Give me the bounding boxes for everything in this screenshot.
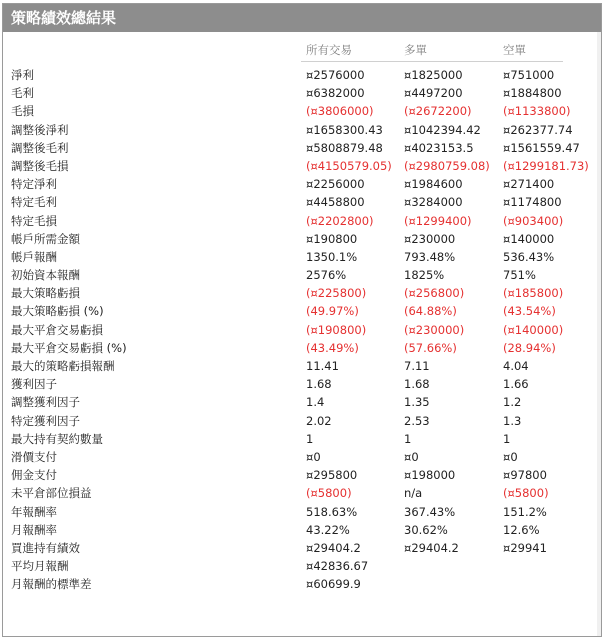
metric-label: 最大持有契約數量: [11, 431, 103, 446]
value-short: ¤1174800: [503, 195, 562, 210]
header-long: 多單: [404, 43, 427, 57]
value-short: (43.54%): [503, 304, 556, 319]
value-all-trades: ¤295800: [306, 468, 358, 483]
metric-label: 帳戶所需金額: [11, 231, 80, 246]
value-short: ¤97800: [503, 468, 547, 483]
metric-label: 獲利因子: [11, 377, 57, 392]
value-long: (57.66%): [404, 340, 457, 355]
table-row: [3, 466, 599, 484]
value-long: ¤0: [404, 449, 419, 464]
metric-label: 帳戶報酬: [11, 249, 57, 264]
value-long: 1: [404, 431, 412, 446]
value-short: ¤29941: [503, 540, 547, 555]
table-row: [3, 412, 599, 430]
value-long: 793.48%: [404, 249, 456, 264]
value-short: ¤0: [503, 449, 518, 464]
value-all-trades: (49.97%): [306, 304, 359, 319]
value-short: 12.6%: [503, 522, 540, 537]
value-all-trades: 43.22%: [306, 522, 350, 537]
scrollbar-track[interactable]: [597, 32, 601, 636]
panel-title: 策略績效總結果: [3, 4, 601, 32]
value-long: 30.62%: [404, 522, 448, 537]
value-short: ¤751000: [503, 68, 555, 82]
table-row: [3, 139, 599, 157]
value-short: 151.2%: [503, 504, 547, 519]
metric-label: 毛損: [11, 104, 34, 119]
metric-label: 月報酬率: [11, 522, 57, 537]
metric-label: 調整後淨利: [11, 122, 69, 137]
value-all-trades: ¤0: [306, 449, 321, 464]
metric-label: 佣金支付: [11, 468, 57, 483]
value-all-trades: ¤29404.2: [306, 540, 361, 555]
value-long: 1825%: [404, 268, 445, 283]
value-short: 1.66: [503, 377, 529, 392]
table-row: [3, 193, 599, 211]
value-all-trades: 1.4: [306, 395, 325, 410]
value-long: 1.68: [404, 377, 430, 392]
metric-label: 調整後毛損: [11, 158, 69, 173]
table-row: [3, 357, 599, 375]
metric-label: 最大策略虧損 (%): [11, 304, 104, 319]
value-long: (64.88%): [404, 304, 457, 319]
value-all-trades: 1: [306, 431, 314, 446]
value-all-trades: (¤5800): [306, 486, 352, 501]
value-long: ¤198000: [404, 468, 456, 483]
value-all-trades: 1350.1%: [306, 249, 358, 264]
value-long: (¤256800): [404, 286, 465, 301]
value-long: n/a: [404, 486, 423, 501]
header-divider: [301, 61, 563, 62]
header-short: 空單: [503, 43, 526, 57]
value-all-trades: ¤2576000: [306, 68, 365, 82]
value-all-trades: ¤6382000: [306, 86, 365, 101]
metric-label: 毛利: [11, 86, 34, 101]
metric-label: 調整獲利因子: [11, 395, 80, 410]
table-row: [3, 212, 599, 230]
value-long: ¤230000: [404, 231, 456, 246]
table-row: [3, 521, 599, 539]
value-long: 2.53: [404, 413, 430, 428]
value-long: 7.11: [404, 359, 430, 373]
value-short: ¤271400: [503, 177, 555, 192]
value-long: (¤1299400): [404, 213, 472, 228]
metric-label: 未平倉部位損益: [11, 486, 92, 501]
value-short: (¤903400): [503, 213, 564, 228]
table-row: [3, 503, 599, 521]
value-short: ¤262377.74: [503, 122, 573, 137]
value-long: ¤1825000: [404, 68, 463, 82]
table-row: [3, 302, 599, 320]
value-all-trades: 11.41: [306, 359, 339, 373]
metric-label: 年報酬率: [11, 504, 57, 519]
metrics-table: [3, 66, 599, 593]
performance-summary-panel: [2, 3, 602, 637]
value-long: (¤230000): [404, 322, 465, 337]
table-row: [3, 430, 599, 448]
value-all-trades: ¤2256000: [306, 177, 365, 192]
value-all-trades: 2.02: [306, 413, 332, 428]
value-all-trades: ¤190800: [306, 231, 358, 246]
value-long: 367.43%: [404, 504, 456, 519]
table-row: [3, 266, 599, 284]
header-all-trades: 所有交易: [306, 43, 352, 57]
value-long: ¤1984600: [404, 177, 463, 192]
metric-label: 滑價支付: [11, 449, 57, 464]
value-all-trades: (43.49%): [306, 340, 359, 355]
metric-label: 初始資本報酬: [11, 268, 80, 283]
table-row: [3, 102, 599, 120]
table-row: [3, 448, 599, 466]
table-row: [3, 539, 599, 557]
value-all-trades: (¤3806000): [306, 104, 374, 119]
value-all-trades: (¤4150579.05): [306, 158, 392, 173]
value-all-trades: ¤42836.67: [306, 559, 369, 574]
table-row: [3, 84, 599, 102]
metric-label: 調整後毛利: [11, 140, 69, 155]
value-long: ¤29404.2: [404, 540, 459, 555]
value-short: 1.3: [503, 413, 522, 428]
table-row: [3, 157, 599, 175]
metric-label: 特定毛利: [11, 195, 57, 210]
value-all-trades: (¤190800): [306, 322, 367, 337]
table-row: [3, 66, 599, 84]
table-row: [3, 175, 599, 193]
value-all-trades: 518.63%: [306, 504, 358, 519]
value-all-trades: (¤2202800): [306, 213, 374, 228]
table-row: [3, 339, 599, 357]
value-all-trades: 1.68: [306, 377, 332, 392]
table-row: [3, 375, 599, 393]
value-long: (¤2672200): [404, 104, 472, 119]
value-short: 4.04: [503, 359, 529, 373]
table-row: [3, 230, 599, 248]
value-all-trades: ¤60699.9: [306, 577, 361, 592]
metric-label: 平均月報酬: [11, 559, 69, 574]
value-short: ¤1561559.47: [503, 140, 580, 155]
value-short: 751%: [503, 268, 536, 283]
value-short: ¤140000: [503, 231, 555, 246]
value-long: ¤4497200: [404, 86, 463, 101]
value-short: 1: [503, 431, 511, 446]
column-header-row: [3, 40, 563, 60]
metric-label: 特定淨利: [11, 177, 57, 192]
value-long: (¤2980759.08): [404, 158, 490, 173]
value-all-trades: ¤4458800: [306, 195, 365, 210]
table-row: [3, 484, 599, 502]
value-short: (28.94%): [503, 340, 556, 355]
value-short: (¤5800): [503, 486, 549, 501]
metric-label: 最大的策略虧損報酬: [11, 359, 115, 373]
metric-label: 最大平倉交易虧損 (%): [11, 340, 127, 355]
value-all-trades: ¤1658300.43: [306, 122, 383, 137]
table-row: [3, 393, 599, 411]
value-all-trades: 2576%: [306, 268, 347, 283]
value-short: ¤1884800: [503, 86, 562, 101]
table-row: [3, 575, 599, 593]
value-short: (¤1299181.73): [503, 158, 589, 173]
table-row: [3, 284, 599, 302]
metric-label: 淨利: [11, 68, 34, 82]
value-short: 536.43%: [503, 249, 555, 264]
metric-label: 最大平倉交易虧損: [11, 322, 103, 337]
value-long: ¤1042394.42: [404, 122, 481, 137]
value-short: (¤140000): [503, 322, 564, 337]
metric-label: 月報酬的標準差: [11, 577, 92, 592]
table-row: [3, 557, 599, 575]
value-long: ¤4023153.5: [404, 140, 474, 155]
value-short: 1.2: [503, 395, 522, 410]
metric-label: 買進持有績效: [11, 540, 80, 555]
value-all-trades: (¤225800): [306, 286, 367, 301]
value-all-trades: ¤5808879.48: [306, 140, 383, 155]
value-long: 1.35: [404, 395, 430, 410]
table-row: [3, 321, 599, 339]
value-long: ¤3284000: [404, 195, 463, 210]
table-row: [3, 121, 599, 139]
value-short: (¤1133800): [503, 104, 571, 119]
value-short: (¤185800): [503, 286, 564, 301]
metric-label: 特定毛損: [11, 213, 57, 228]
metric-label: 特定獲利因子: [11, 413, 80, 428]
table-row: [3, 248, 599, 266]
metric-label: 最大策略虧損: [11, 286, 80, 301]
